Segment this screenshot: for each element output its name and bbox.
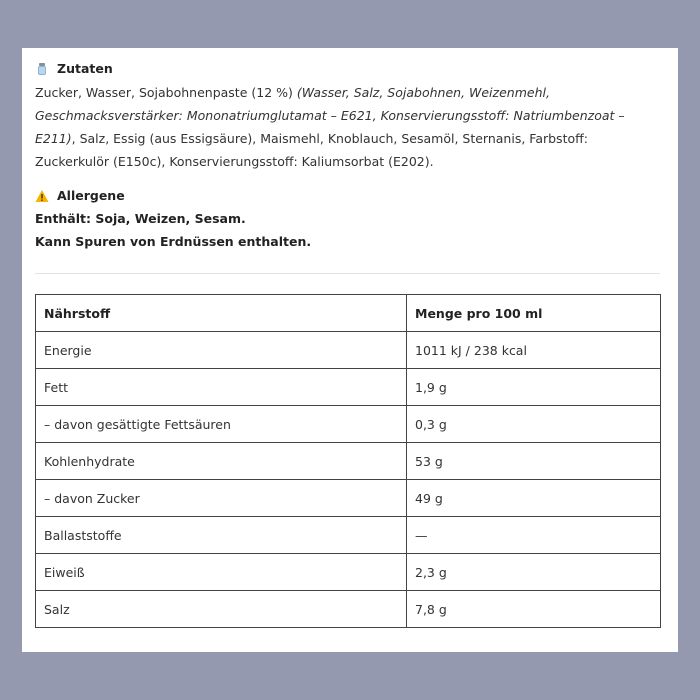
table-row — [36, 480, 661, 517]
nutrient-value: 1,9 g — [407, 369, 661, 406]
nutrient-value: 53 g — [407, 443, 661, 480]
nutrient-name: Ballaststoffe — [36, 517, 407, 554]
nutrient-name: – davon Zucker — [36, 480, 407, 517]
nutrient-name: Salz — [36, 591, 407, 628]
nutrient-name: Eiweiß — [36, 554, 407, 591]
ingredients-rest: , Salz, Essig (aus Essigsäure), Maismehl, Knoblauch, Sesamöl, Sternanis, Farbstoff: Zuckerkulör (E150c), Konservierungsstoff: Kaliumsorbat (E202). — [35, 131, 588, 169]
table-header-row — [36, 295, 661, 332]
nutrient-value: — — [407, 517, 661, 554]
table-row — [36, 332, 661, 369]
header-menge: Menge pro 100 ml — [407, 295, 661, 332]
table-row — [36, 443, 661, 480]
product-info-card — [22, 48, 678, 652]
ingredients-main: Zucker, Wasser, Sojabohnenpaste (12 %) — [35, 85, 297, 100]
header-naehrstoff: Nährstoff — [36, 295, 407, 332]
nutrition-table — [35, 294, 661, 628]
zutaten-heading — [35, 61, 113, 76]
nutrient-value: 7,8 g — [407, 591, 661, 628]
nutrient-value: 49 g — [407, 480, 661, 517]
jar-icon — [35, 62, 49, 76]
allergene-title: Allergene — [57, 188, 125, 203]
allergene-heading — [35, 188, 125, 203]
nutrient-name: Fett — [36, 369, 407, 406]
table-row — [36, 369, 661, 406]
table-row — [36, 554, 661, 591]
table-row — [36, 406, 661, 443]
warning-icon — [35, 189, 49, 203]
nutrient-value: 1011 kJ / 238 kcal — [407, 332, 661, 369]
allergen-contains: Enthält: Soja, Weizen, Sesam. — [35, 211, 246, 226]
allergen-traces: Kann Spuren von Erdnüssen enthalten. — [35, 234, 312, 249]
table-row — [36, 591, 661, 628]
divider — [35, 273, 660, 274]
nutrient-name: Energie — [36, 332, 407, 369]
zutaten-title: Zutaten — [57, 61, 113, 76]
ingredients-text — [35, 81, 665, 173]
nutrient-name: – davon gesättigte Fettsäuren — [36, 406, 407, 443]
nutrient-value: 2,3 g — [407, 554, 661, 591]
nutrient-name: Kohlenhydrate — [36, 443, 407, 480]
ingredients-italic: (Wasser, Salz, Sojabohnen, Weizenmehl, Geschmacksverstärker: Mononatriumglutamat – E621, Konservierungsstoff: Natriumbenzoat – E211) — [35, 85, 625, 146]
nutrient-value: 0,3 g — [407, 406, 661, 443]
table-row — [36, 517, 661, 554]
